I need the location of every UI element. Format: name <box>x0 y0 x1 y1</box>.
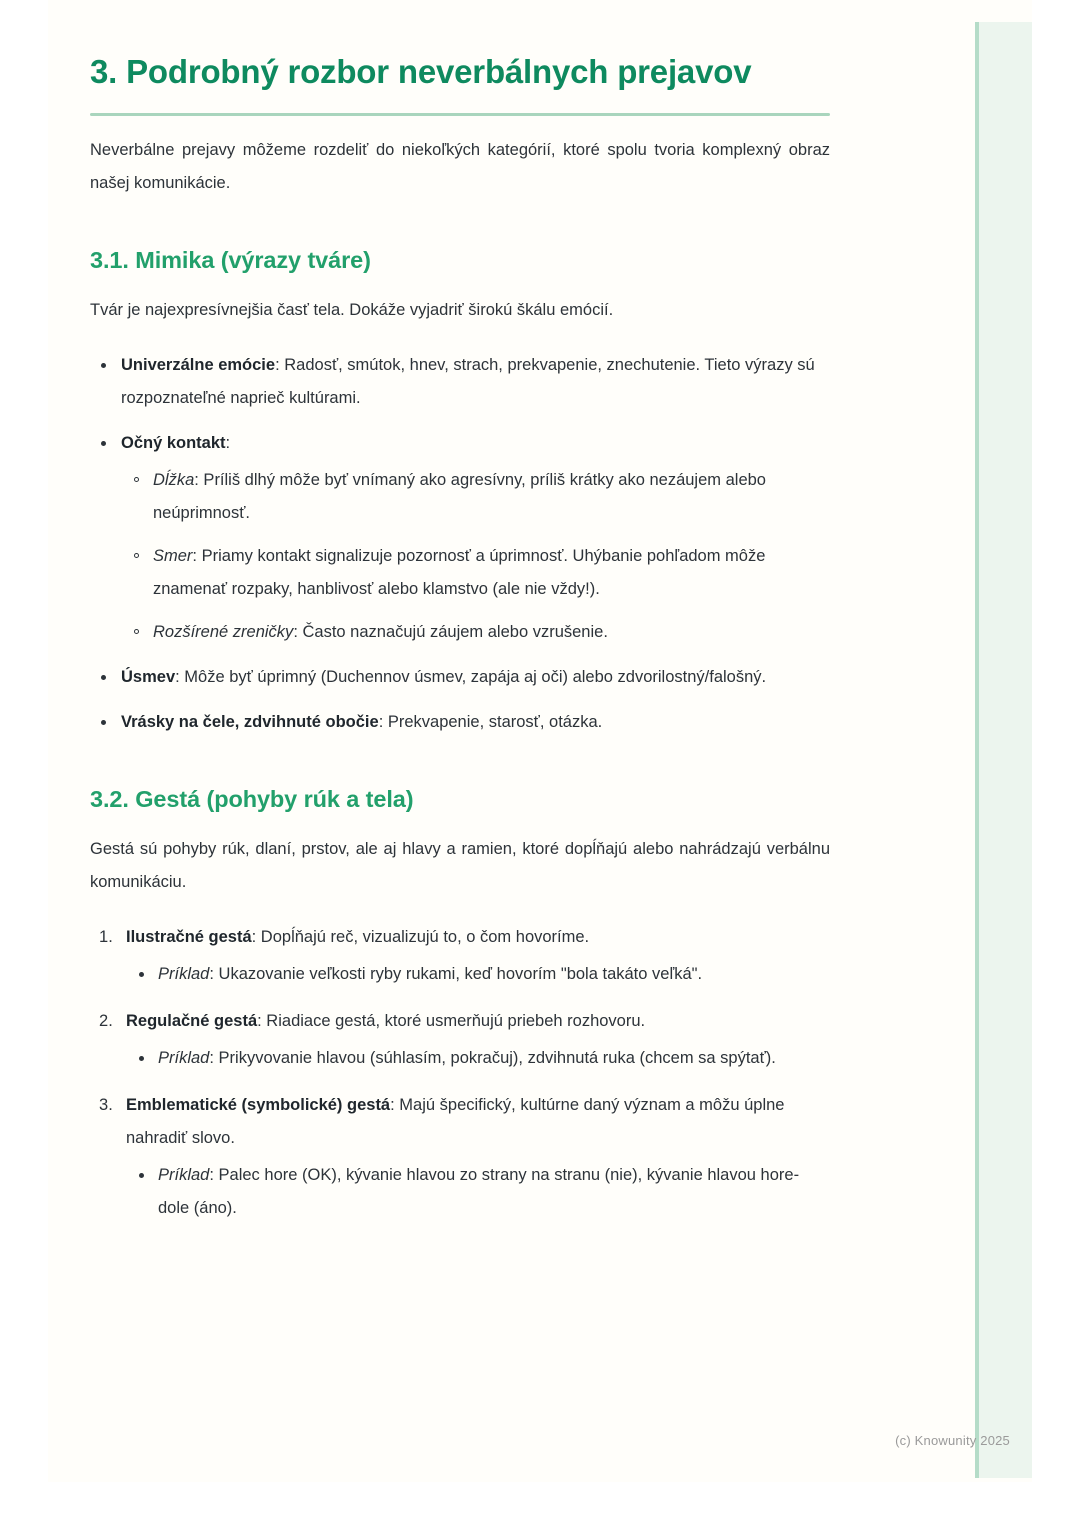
list-item-text: : Často naznačujú záujem alebo vzrušenie. <box>293 623 608 641</box>
gesta-example-sublist <box>126 958 830 991</box>
example-text: : Ukazovanie veľkosti ryby rukami, keď hovorím "bola takáto veľká". <box>209 965 703 983</box>
list-item-text: : Príliš dlhý môže byť vnímaný ako agresívny, príliš krátky ako nezáujem alebo neúprimnosť. <box>153 471 766 522</box>
list-item-text: : <box>225 434 231 452</box>
list-item-text: : Riadiace gestá, ktoré usmerňujú priebeh rozhovoru. <box>257 1012 646 1030</box>
example-label: Príklad <box>158 1166 210 1184</box>
list-item-text: : Dopĺňajú reč, vizualizujú to, o čom hovoríme. <box>251 928 590 946</box>
example-text: : Prikyvovanie hlavou (súhlasím, pokračuj), zdvihnutá ruka (chcem sa spýtať). <box>209 1049 776 1067</box>
list-item-text: : Môže byť úprimný (Duchennov úsmev, zapája aj oči) alebo zdvorilostný/falošný. <box>175 668 767 686</box>
list-item-label: Vrásky na čele, zdvihnuté obočie <box>121 713 379 731</box>
list-item <box>126 921 830 991</box>
list-item <box>121 706 830 739</box>
example-label: Príklad <box>158 1049 210 1067</box>
gesta-numbered-list <box>90 921 830 1225</box>
list-item <box>158 1042 830 1075</box>
list-item <box>126 1089 830 1225</box>
list-item <box>153 616 830 649</box>
list-item-text: : Radosť, smútok, hnev, strach, prekvapenie, znechutenie. Tieto výrazy sú rozpoznateľné naprieč kultúrami. <box>121 356 815 407</box>
list-item <box>121 427 830 649</box>
list-item <box>121 349 830 415</box>
list-item <box>153 464 830 530</box>
list-item-text: : Majú špecifický, kultúrne daný význam a môžu úplne nahradiť slovo. <box>126 1096 785 1147</box>
list-item-label: Regulačné gestá <box>126 1012 258 1030</box>
list-item <box>126 1005 830 1075</box>
ocny-kontakt-sublist <box>121 464 830 649</box>
list-item-label: Emblematické (symbolické) gestá <box>126 1096 391 1114</box>
list-item-label: Ilustračné gestá <box>126 928 252 946</box>
list-item-text: : Priamy kontakt signalizuje pozornosť a úprimnosť. Uhýbanie pohľadom môže znamenať rozpaky, hanblivosť alebo klamstvo (ale nie vždy!). <box>153 547 766 598</box>
list-item <box>158 1159 830 1225</box>
list-item-label: Rozšírené zreničky <box>153 623 294 641</box>
mimika-intro-paragraph: Tvár je najexpresívnejšia časť tela. Dokáže vyjadriť širokú škálu emócií. <box>90 301 614 319</box>
section-heading-mimika: 3.1. Mimika (výrazy tváre) <box>90 247 371 273</box>
intro-paragraph: Neverbálne prejavy môžeme rozdeliť do niekoľkých kategórií, ktoré spolu tvoria komplexný obraz našej komunikácie. <box>90 141 830 192</box>
list-item-label: Úsmev <box>121 668 176 686</box>
list-item-label: Dĺžka <box>153 471 195 489</box>
list-item <box>121 661 830 694</box>
document-page <box>48 0 1032 1482</box>
list-item <box>158 958 830 991</box>
list-item-label: Smer <box>153 547 193 565</box>
list-item <box>153 540 830 606</box>
gesta-example-sublist <box>126 1159 830 1225</box>
section-heading-gesta: 3.2. Gestá (pohyby rúk a tela) <box>90 786 414 812</box>
list-item-text: : Prekvapenie, starosť, otázka. <box>378 713 603 731</box>
list-item-label: Univerzálne emócie <box>121 356 276 374</box>
right-accent-bar <box>975 22 1032 1478</box>
gesta-intro-paragraph: Gestá sú pohyby rúk, dlaní, prstov, ale aj hlavy a ramien, ktoré dopĺňajú alebo nahrádzajú verbálnu komunikáciu. <box>90 840 830 891</box>
title-divider <box>90 113 830 116</box>
list-item-label: Očný kontakt <box>121 434 226 452</box>
gesta-example-sublist <box>126 1042 830 1075</box>
document-content <box>90 0 830 1239</box>
footer-copyright: (c) Knowunity 2025 <box>895 1433 1010 1448</box>
mimika-list <box>90 349 830 739</box>
example-text: : Palec hore (OK), kývanie hlavou zo strany na stranu (nie), kývanie hlavou hore-dole (áno). <box>158 1166 800 1217</box>
page-title: 3. Podrobný rozbor neverbálnych prejavov <box>90 53 752 90</box>
example-label: Príklad <box>158 965 210 983</box>
